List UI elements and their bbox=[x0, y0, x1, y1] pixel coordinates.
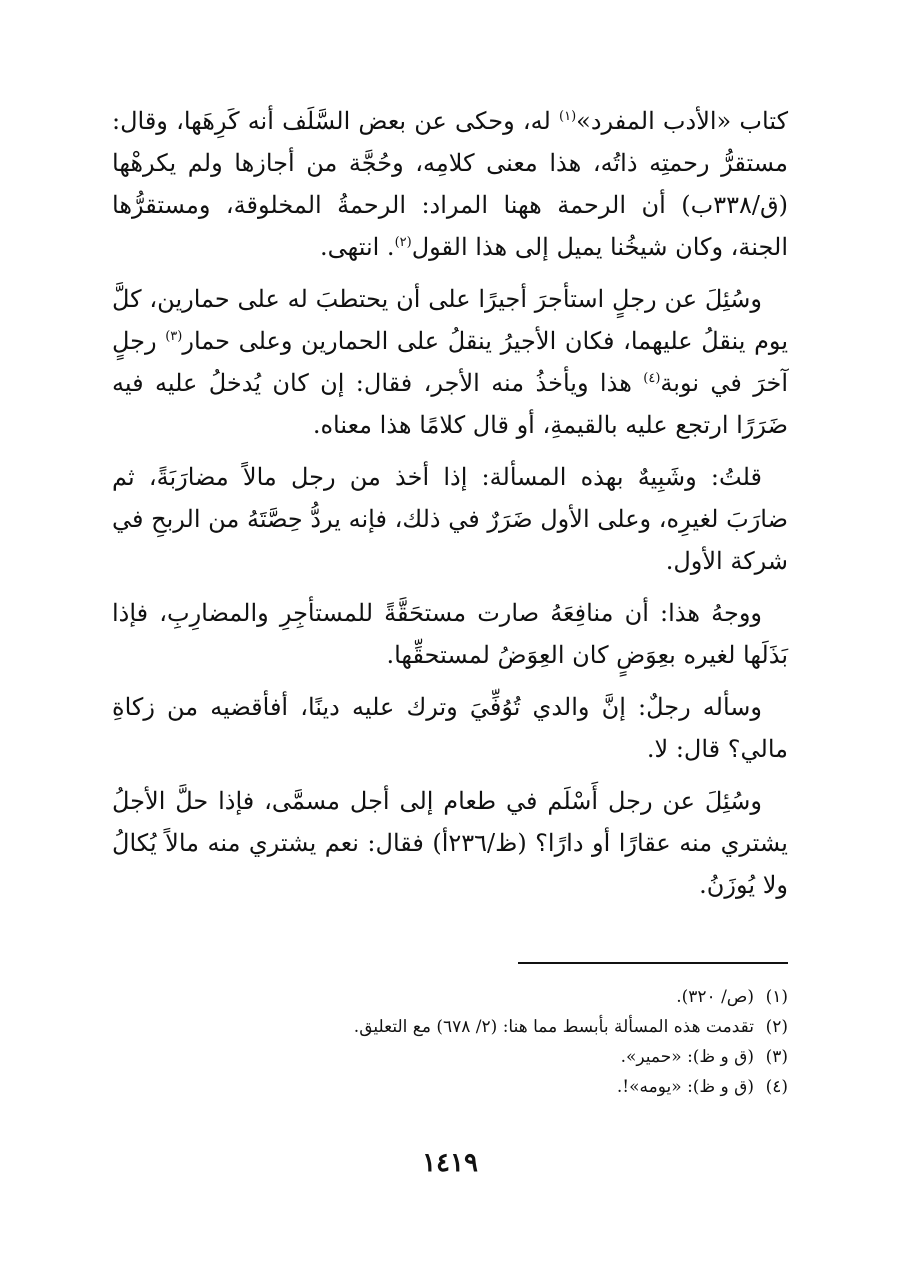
page-body bbox=[112, 100, 788, 916]
footnote-ref-1: (١) bbox=[559, 109, 577, 124]
footnote-number: (٢) bbox=[765, 1017, 788, 1037]
page-number: ١٤١٩ bbox=[422, 1148, 478, 1178]
footnote-separator bbox=[518, 962, 788, 964]
paragraph-1-part-1: كتاب «الأدب المفرد» bbox=[576, 107, 788, 135]
paragraph-2-part-3: هذا ويأخذُ منه الأجر، فقال: إن كان يُدخلُ عليه فيه ضَرَرًا ارتجع عليه بالقيمةِ، أو قال كلامًا هذا معناه. bbox=[112, 369, 788, 439]
paragraph-3: قلتُ: وشَبِيهٌ بهذه المسألة: إذا أخذ من رجل مالاً مضارَبَةً، ثم ضارَبَ لغيرِه، وعلى الأول ضَرَرٌ في ذلك، فإنه يردُّ حِصَّتَهُ من الربحِ في شركة الأول. bbox=[112, 463, 788, 575]
paragraph-6: وسُئِلَ عن رجل أَسْلَم في طعام إلى أجل مسمَّى، فإذا حلَّ الأجلُ يشتري منه عقارًا أو دارًا؟ (ظ/٢٣٦أ) فقال: نعم يشتري منه مالاً يُكالُ ولا يُوزَنُ. bbox=[112, 787, 788, 899]
footnote-3 bbox=[112, 1042, 788, 1072]
footnote-number: (٣) bbox=[765, 1047, 788, 1067]
footnote-text: (ق و ظ): «حمير». bbox=[620, 1047, 754, 1067]
footnote-number: (١) bbox=[765, 987, 788, 1007]
paragraph-2-part-2: رجلٍ آخرَ في نوبة bbox=[112, 327, 788, 397]
footnote-ref-2: (٢) bbox=[394, 235, 412, 250]
footnote-1 bbox=[112, 982, 788, 1012]
main-text bbox=[112, 100, 788, 906]
footnote-text: (ص/ ٣٢٠). bbox=[676, 987, 754, 1007]
paragraph-2-part-1: وسُئِلَ عن رجلٍ استأجرَ أجيرًا على أن يحتطبَ له على حمارين، كلَّ يوم ينقلُ عليهما، فكان الأجيرُ ينقلُ على الحمارين وعلى حمار bbox=[112, 285, 789, 355]
footnote-text: تقدمت هذه المسألة بأبسط مما هنا: (٢/ ٦٧٨) مع التعليق. bbox=[353, 1017, 754, 1037]
footnote-number: (٤) bbox=[765, 1077, 788, 1097]
paragraph-1-part-3: . انتهى. bbox=[320, 233, 395, 261]
footnote-ref-4: (٤) bbox=[643, 371, 661, 386]
footnote-2 bbox=[112, 1012, 788, 1042]
paragraph-2 bbox=[112, 278, 788, 446]
footnote-4 bbox=[112, 1072, 788, 1102]
paragraph-1-part-2: له، وحكى عن بعض السَّلَف أنه كَرِهَها، وقال: مستقرُّ رحمتِه ذاتُه، هذا معنى كلامِه، وحُجَّة من أجازها ولم يكرهْها (ق/٣٣٨ب) أن الرحمة ههنا المراد: الرحمةُ المخلوقة، ومستقرُّها الجنة، وكان شيخُنا يميل إلى هذا القول bbox=[112, 107, 789, 261]
paragraph-1 bbox=[112, 100, 788, 268]
paragraph-4: ووجهُ هذا: أن منافِعَهُ صارت مستحَقَّةً للمستأجِرِ والمضارِبِ، فإذا بَذَلَها لغيره بعِوَضٍ كان العِوَضُ لمستحقِّها. bbox=[112, 599, 788, 669]
footnote-text: (ق و ظ): «يومه»!. bbox=[616, 1077, 754, 1097]
footnotes bbox=[112, 982, 788, 1102]
paragraph-5: وسأله رجلٌ: إنَّ والدي تُوُفِّيَ وترك عليه دينًا، أفأقضيه من زكاةِ مالي؟ قال: لا. bbox=[112, 693, 788, 763]
footnote-ref-3: (٣) bbox=[165, 329, 183, 344]
